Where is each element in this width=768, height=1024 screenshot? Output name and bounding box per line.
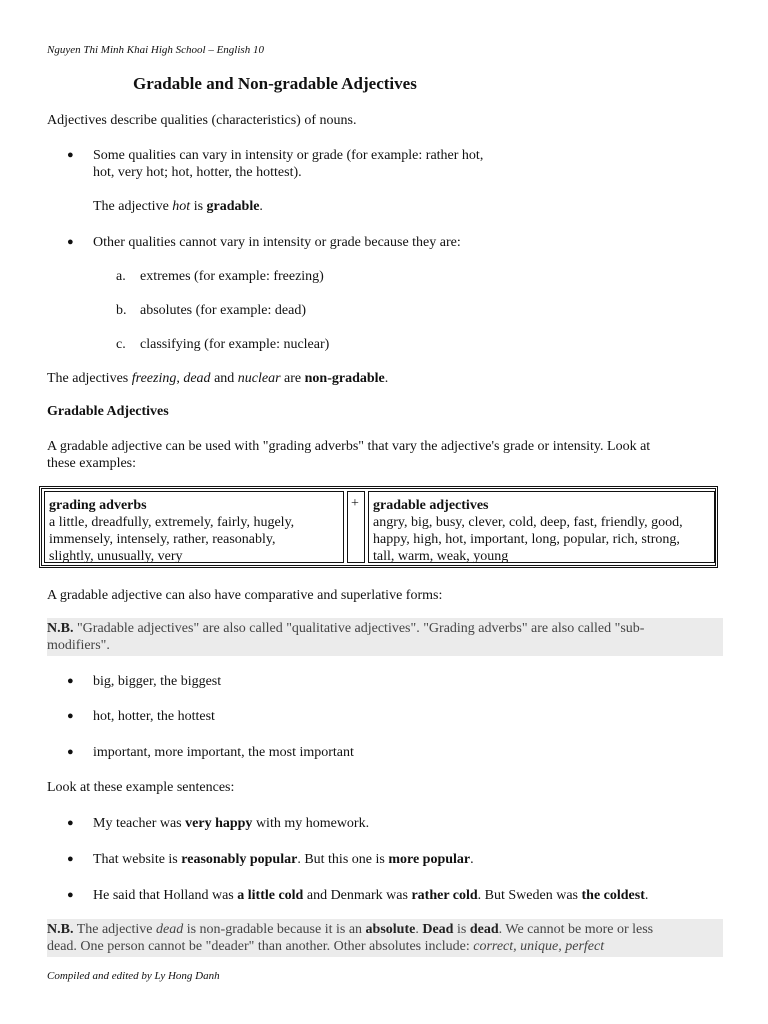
list-item-text: important, more important, the most important xyxy=(93,745,354,760)
adverbs-adjectives-table xyxy=(39,486,718,568)
table-cell-line: slightly, unusually, very xyxy=(49,549,183,564)
alpha-text: absolutes (for example: dead) xyxy=(140,303,306,318)
bullet-icon: ● xyxy=(67,889,74,901)
alpha-text: extremes (for example: freezing) xyxy=(140,269,324,284)
bullet-icon: ● xyxy=(67,149,74,161)
nb-note: N.B. The adjective dead is non-gradable because it is an absolute. Dead is dead. We cannot be more or less dead. One person cannot be "deader" than another. Other absolutes include: correct, unique, perfect xyxy=(47,919,723,957)
bullet-icon: ● xyxy=(67,710,74,722)
list-item-text: big, bigger, the biggest xyxy=(93,674,222,689)
table-header: gradable adjectives xyxy=(373,498,489,513)
bullet-icon: ● xyxy=(67,675,74,687)
bullet-icon: ● xyxy=(67,853,74,865)
bullet-icon: ● xyxy=(67,817,74,829)
table-cell-line: a little, dreadfully, extremely, fairly, hugely, xyxy=(49,515,295,530)
nb-label: N.B. xyxy=(47,621,74,636)
examples-intro: Look at these example sentences: xyxy=(47,780,235,795)
table-cell-line: tall, warm, weak, young xyxy=(373,549,509,564)
alpha-marker: b. xyxy=(116,303,127,318)
nb-label: N.B. xyxy=(47,922,74,937)
bullet-icon: ● xyxy=(67,746,74,758)
list-item-text: hot, hotter, the hottest xyxy=(93,709,215,724)
nongradable-paragraph: The adjectives freezing, dead and nuclear are non-gradable. xyxy=(47,371,389,386)
list-item-text: That website is reasonably popular. But this one is more popular. xyxy=(93,852,474,867)
alpha-marker: a. xyxy=(116,269,126,284)
alpha-text: classifying (for example: nuclear) xyxy=(140,337,330,352)
list-item-text: My teacher was very happy with my homework. xyxy=(93,816,370,831)
grading-adverbs-cell xyxy=(44,491,344,563)
alpha-marker: c. xyxy=(116,337,126,352)
grading-paragraph-line1: A gradable adjective can be used with "grading adverbs" that vary the adjective's grade or intensity. Look at xyxy=(47,439,651,454)
table-header: grading adverbs xyxy=(49,498,147,513)
table-cell-line: angry, big, busy, clever, cold, deep, fast, friendly, good, xyxy=(373,515,683,530)
grading-paragraph-line2: these examples: xyxy=(47,456,137,471)
nb-note: N.B. "Gradable adjectives" are also called "qualitative adjectives". "Grading adverbs" are also called "sub- modifiers". xyxy=(47,618,723,656)
page-title: Gradable and Non-gradable Adjectives xyxy=(133,74,417,93)
page-footer: Compiled and edited by Ly Hong Danh xyxy=(47,970,220,982)
intro-paragraph: Adjectives describe qualities (characteristics) of nouns. xyxy=(47,113,357,128)
list-item-text: He said that Holland was a little cold and Denmark was rather cold. But Sweden was the coldest. xyxy=(93,888,649,903)
table-cell-line: happy, high, hot, important, long, popular, rich, strong, xyxy=(373,532,680,547)
bullet-icon: ● xyxy=(67,236,74,248)
gradable-adjectives-cell xyxy=(368,491,715,563)
list-item-text: Some qualities can vary in intensity or grade (for example: rather hot, xyxy=(93,148,484,163)
list-item-text: hot, very hot; hot, hotter, the hottest). xyxy=(93,165,302,180)
plus-sign: + xyxy=(351,496,359,511)
section-heading: Gradable Adjectives xyxy=(47,404,169,419)
comparative-intro: A gradable adjective can also have comparative and superlative forms: xyxy=(47,588,443,603)
plus-cell xyxy=(347,491,365,563)
table-cell-line: immensely, intensely, rather, reasonably, xyxy=(49,532,276,547)
page-header: Nguyen Thi Minh Khai High School – English 10 xyxy=(47,44,264,56)
list-item-text: Other qualities cannot vary in intensity or grade because they are: xyxy=(93,235,461,250)
